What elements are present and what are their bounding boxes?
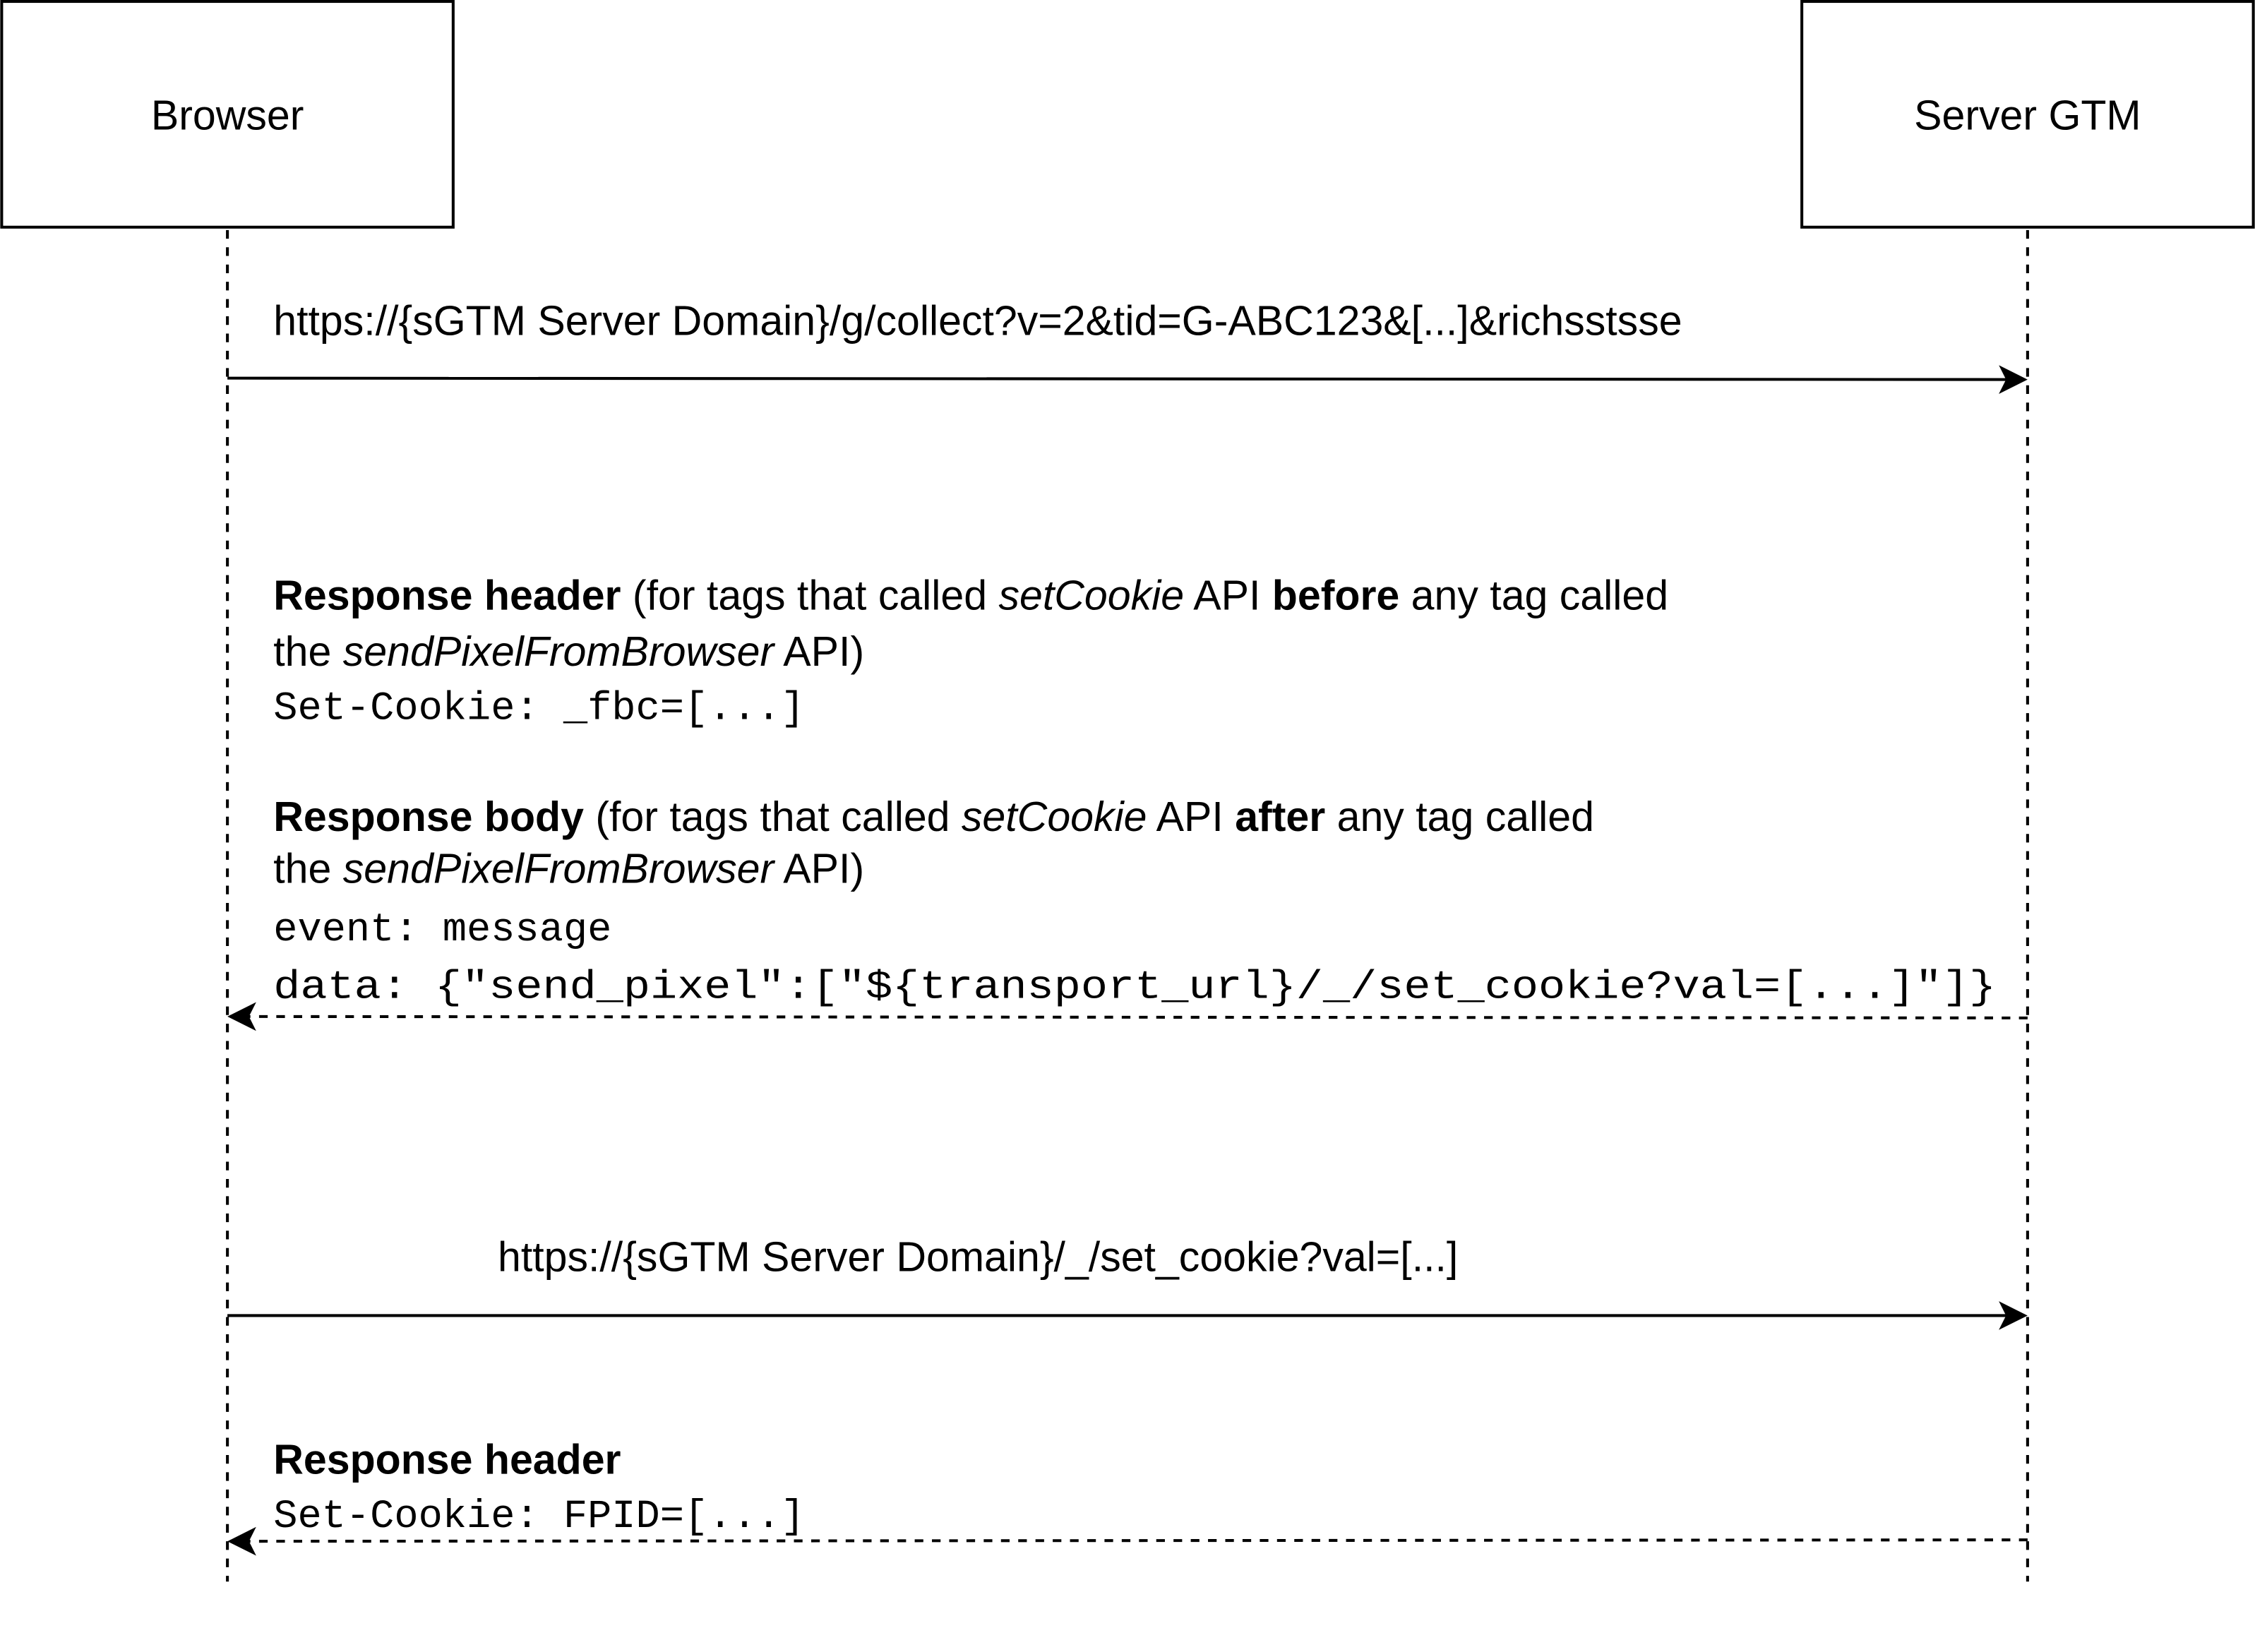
request1-label: https://{sGTM Server Domain}/g/collect?v=2&tid=G-ABC123&[...]&richsstsse bbox=[273, 297, 1682, 345]
text: after bbox=[1235, 794, 1326, 841]
svg-text:the sendPixelFromBrowser API) bbox=[273, 628, 864, 675]
response-body-title: Response body bbox=[273, 794, 584, 841]
text: (for tags that called bbox=[621, 572, 999, 619]
text: before bbox=[1272, 572, 1400, 619]
response1-arrow bbox=[230, 1017, 2028, 1018]
request2-label: https://{sGTM Server Domain}/_/set_cookie?val=[...] bbox=[497, 1233, 1459, 1281]
header-code: Set-Cookie: _fbc=[...] bbox=[273, 686, 806, 732]
text: sendPixelFromBrowser bbox=[342, 628, 774, 675]
response1-label bbox=[273, 572, 1996, 1010]
svg-text:the sendPixelFromBrowser API) bbox=[273, 845, 864, 892]
text: API) bbox=[774, 628, 865, 675]
participant-label: Server GTM bbox=[1914, 92, 2141, 139]
text: API) bbox=[774, 845, 865, 892]
participant-server-gtm bbox=[1802, 1, 2253, 227]
response2-header-title: Response header bbox=[273, 1436, 621, 1483]
body-code-line: data: {"send_pixel":["${transport_url}/_/set_cookie?val=[...]"]} bbox=[273, 965, 1997, 1011]
text: any tag called bbox=[1399, 572, 1669, 619]
body-code-line: event: message bbox=[273, 907, 612, 953]
text: API bbox=[1147, 794, 1236, 841]
svg-text:Response header (for tags that bbox=[273, 572, 1668, 618]
response-header-title: Response header bbox=[273, 572, 621, 619]
participant-label: Browser bbox=[150, 92, 304, 139]
text: (for tags that called bbox=[583, 794, 962, 841]
response2-header-code: Set-Cookie: FPID=[...] bbox=[273, 1494, 806, 1540]
text: the bbox=[273, 628, 343, 675]
response2-arrow bbox=[230, 1540, 2028, 1541]
request1-arrow bbox=[227, 378, 2025, 380]
text: any tag called bbox=[1325, 794, 1594, 841]
text: the bbox=[273, 845, 343, 892]
participant-browser bbox=[1, 1, 453, 227]
text: setCookie bbox=[961, 794, 1147, 841]
text: setCookie bbox=[998, 572, 1185, 619]
svg-text:Response body (for tags that c bbox=[273, 794, 1594, 840]
text: API bbox=[1184, 572, 1272, 619]
text: sendPixelFromBrowser bbox=[342, 845, 774, 892]
